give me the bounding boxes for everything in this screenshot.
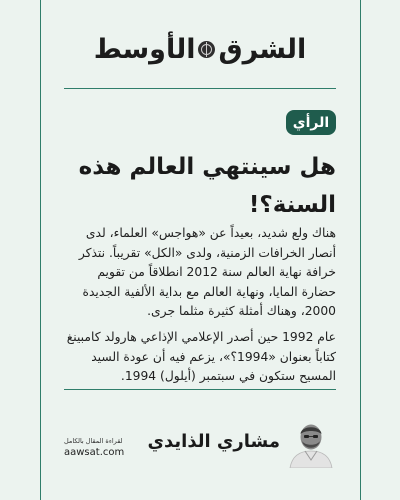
- right-border-line: [360, 0, 361, 500]
- section-badge[interactable]: الرأي: [286, 110, 336, 135]
- left-border-line: [40, 0, 41, 500]
- read-more-label: لقراءة المقال بالكامل: [64, 437, 123, 445]
- author-avatar: [286, 414, 336, 468]
- logo-part-sharq: الشرق: [218, 34, 307, 65]
- logo-part-awsat: الأوسط: [93, 34, 196, 65]
- globe-icon: [198, 41, 215, 58]
- header-divider: [64, 88, 336, 89]
- article-paragraph-2: عام 1992 حين أصدر الإعلامي الإذاعي هارولد كامبينغ كتاباً بعنوان «1994؟»، يزعم فيه أن عودة السيد المسيح ستكون في سبتمبر (أيلول) 1994.: [66, 330, 336, 384]
- author-photo: [286, 414, 336, 468]
- article-paragraph-1: هناك ولع شديد، بعيداً عن «هواجس» العلماء، لدى أنصار الخرافات الزمنية، ولدى «الكل» تقريباً. نتذكر خرافة نهاية العالم سنة 2012 انطلاقاً من تقويم حضارة المايا، ونهاية العالم مع بداية الألفية الجديدة 2000، وهناك أمثلة كثيرة مثلما جرى.: [78, 226, 336, 319]
- author-name: مشاري الذايدي: [147, 431, 280, 452]
- brand-logo[interactable]: [0, 34, 400, 65]
- article-headline: هل سينتهي العالم هذه السنة؟!: [78, 154, 336, 218]
- site-link[interactable]: aawsat.com: [64, 447, 125, 458]
- footer-divider: [64, 389, 336, 390]
